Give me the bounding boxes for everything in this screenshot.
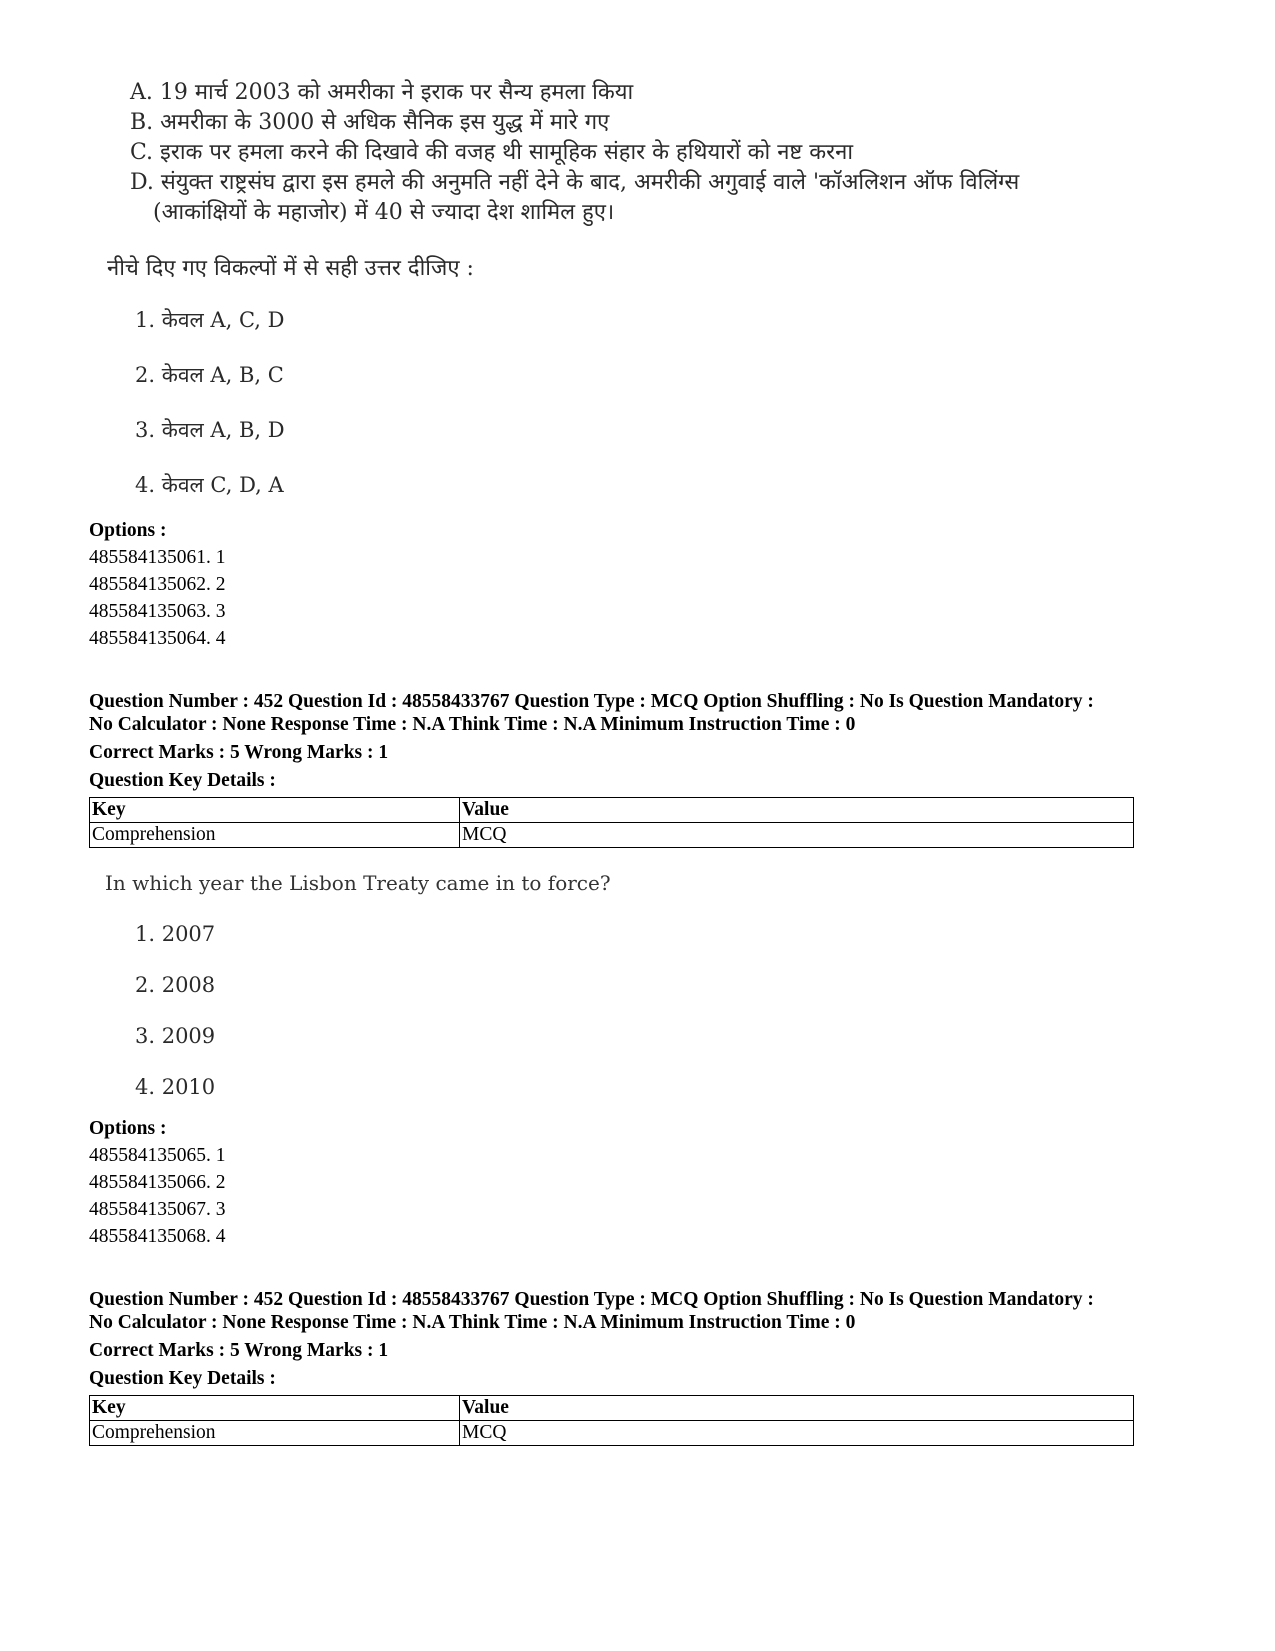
q2-options-label: Options : — [89, 1118, 167, 1139]
q2-marks: Correct Marks : 5 Wrong Marks : 1 — [89, 742, 389, 763]
q2-key-details-label: Question Key Details : — [89, 770, 276, 791]
table-row — [90, 823, 1134, 848]
statement-d-continued: (आकांक्षियों के महाजोर) में 40 से ज्यादा देश शामिल हुए। — [153, 200, 615, 225]
key-cell: Comprehension — [90, 1421, 460, 1446]
q2-key-table — [89, 797, 1134, 848]
q2-choice-1: 1. 2007 — [135, 922, 216, 946]
q3-meta-line-2: No Calculator : None Response Time : N.A Think Time : N.A Minimum Instruction Time : 0 — [89, 1312, 856, 1333]
table-header-row — [90, 1396, 1134, 1421]
statement-c: C. इराक पर हमला करने की दिखावे की वजह थी सामूहिक संहार के हथियारों को नष्ट करना — [130, 140, 854, 165]
value-header: Value — [460, 1396, 1134, 1421]
q1-instruction: नीचे दिए गए विकल्पों में से सही उत्तर दीजिए : — [107, 256, 474, 281]
q1-option-3: 485584135063. 3 — [89, 601, 226, 622]
value-cell: MCQ — [460, 1421, 1134, 1446]
q2-option-2: 485584135066. 2 — [89, 1172, 226, 1193]
q2-choice-4: 4. 2010 — [135, 1075, 216, 1099]
q1-choice-2: 2. केवल A, B, C — [135, 363, 284, 387]
value-header: Value — [460, 798, 1134, 823]
q1-options-label: Options : — [89, 520, 167, 541]
table-header-row — [90, 798, 1134, 823]
q2-option-4: 485584135068. 4 — [89, 1226, 226, 1247]
q2-meta-line-2: No Calculator : None Response Time : N.A Think Time : N.A Minimum Instruction Time : 0 — [89, 714, 856, 735]
q3-meta-line-1: Question Number : 452 Question Id : 48558433767 Question Type : MCQ Option Shuffling : No Is Question Mandatory : — [89, 1289, 1094, 1310]
key-header: Key — [90, 798, 460, 823]
q1-option-1: 485584135061. 1 — [89, 547, 226, 568]
statement-a: A. 19 मार्च 2003 को अमरीका ने इराक पर सैन्य हमला किया — [130, 80, 634, 105]
key-header: Key — [90, 1396, 460, 1421]
statement-d: D. संयुक्त राष्ट्रसंघ द्वारा इस हमले की अनुमति नहीं देने के बाद, अमरीकी अगुवाई वाले 'कॉअलिशन ऑफ विलिंग्स — [130, 170, 1020, 195]
q2-option-3: 485584135067. 3 — [89, 1199, 226, 1220]
q1-option-2: 485584135062. 2 — [89, 574, 226, 595]
q2-option-1: 485584135065. 1 — [89, 1145, 226, 1166]
key-cell: Comprehension — [90, 823, 460, 848]
q3-key-details-label: Question Key Details : — [89, 1368, 276, 1389]
q2-stem: In which year the Lisbon Treaty came in to force? — [105, 871, 611, 895]
q3-marks: Correct Marks : 5 Wrong Marks : 1 — [89, 1340, 389, 1361]
q2-meta-line-1: Question Number : 452 Question Id : 48558433767 Question Type : MCQ Option Shuffling : No Is Question Mandatory : — [89, 691, 1094, 712]
q2-choice-2: 2. 2008 — [135, 973, 216, 997]
statement-b: B. अमरीका के 3000 से अधिक सैनिक इस युद्ध में मारे गए — [130, 110, 610, 135]
value-cell: MCQ — [460, 823, 1134, 848]
q1-choice-4: 4. केवल C, D, A — [135, 473, 284, 497]
q2-choice-3: 3. 2009 — [135, 1024, 216, 1048]
q1-choice-1: 1. केवल A, C, D — [135, 308, 285, 332]
q1-option-4: 485584135064. 4 — [89, 628, 226, 649]
q3-key-table — [89, 1395, 1134, 1446]
q1-choice-3: 3. केवल A, B, D — [135, 418, 285, 442]
table-row — [90, 1421, 1134, 1446]
